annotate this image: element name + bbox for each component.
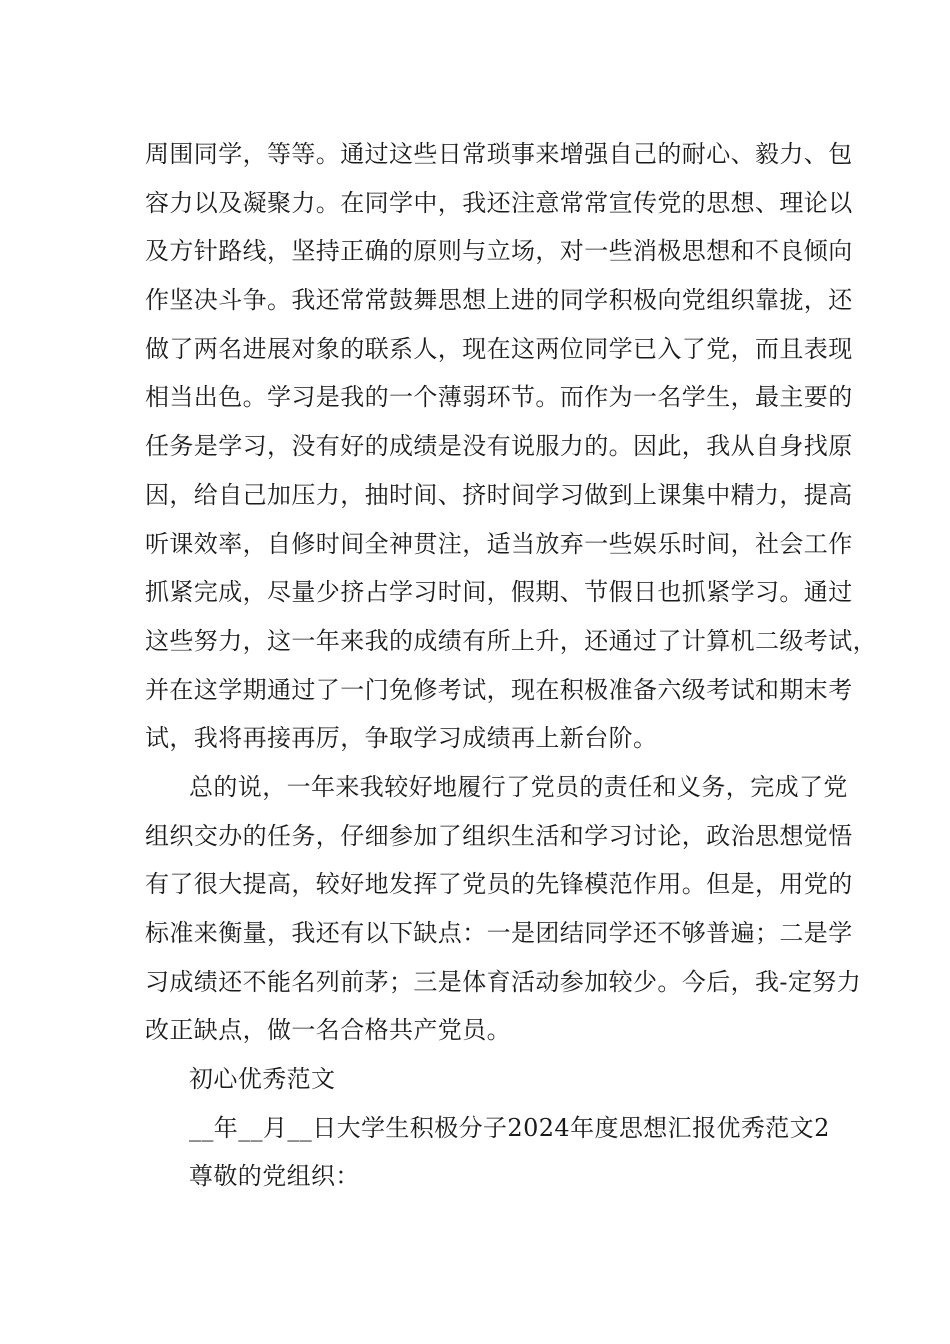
text-line: 这些努力，这一年来我的成绩有所上升，还通过了计算机二级考试， bbox=[145, 626, 877, 655]
document-body bbox=[145, 130, 877, 1201]
document-title-line: __年__月__日大学生积极分子2024年度思想汇报优秀范文2 bbox=[189, 1113, 830, 1142]
text-line: 改正缺点，做一名合格共产党员。 bbox=[145, 1016, 511, 1045]
text-line: 相当出色。学习是我的一个薄弱环节。而作为一名学生，最主要的 bbox=[145, 383, 853, 412]
text-line: 抓紧完成，尽量少挤占学习时间，假期、节假日也抓紧学习。通过 bbox=[145, 578, 853, 607]
text-line: 因，给自己加压力，抽时间、挤时间学习做到上课集中精力，提高 bbox=[145, 480, 853, 509]
text-line: 习成绩还不能名列前茅；三是体育活动参加较少。今后，我-定努力 bbox=[145, 967, 862, 996]
text-line: 听课效率，自修时间全神贯注，适当放弃一些娱乐时间，社会工作 bbox=[145, 529, 853, 558]
section-heading: 初心优秀范文 bbox=[189, 1065, 336, 1094]
text-line: 并在这学期通过了一门免修考试，现在积极准备六级考试和期末考 bbox=[145, 675, 853, 704]
paragraph-1 bbox=[145, 130, 877, 763]
text-line: 试，我将再接再厉，争取学习成绩再上新台阶。 bbox=[145, 724, 658, 753]
text-line: 组织交办的任务，仔细参加了组织生活和学习讨论，政治思想觉悟 bbox=[145, 821, 853, 850]
text-line: 周围同学，等等。通过这些日常琐事来增强自己的耐心、毅力、包 bbox=[145, 140, 853, 168]
text-line: 标准来衡量，我还有以下缺点：一是团结同学还不够普遍；二是学 bbox=[145, 919, 853, 947]
text-line: 总的说，一年来我较好地履行了党员的责任和义务，完成了党 bbox=[189, 772, 848, 801]
salutation: 尊敬的党组织： bbox=[189, 1162, 360, 1191]
text-line: 做了两名进展对象的联系人，现在这两位同学已入了党，而且表现 bbox=[145, 334, 853, 363]
text-line: 有了很大提高，较好地发挥了党员的先锋模范作用。但是，用党的 bbox=[145, 870, 853, 899]
text-line: 任务是学习，没有好的成绩是没有说服力的。因此，我从自身找原 bbox=[145, 432, 853, 461]
text-line: 容力以及凝聚力。在同学中，我还注意常常宣传党的思想、理论以 bbox=[145, 188, 853, 217]
text-line: 作坚决斗争。我还常常鼓舞思想上进的同学积极向党组织靠拢，还 bbox=[145, 286, 853, 315]
paragraph-2 bbox=[145, 763, 862, 1055]
text-line: 及方针路线，坚持正确的原则与立场，对一些消极思想和不良倾向 bbox=[145, 237, 853, 266]
